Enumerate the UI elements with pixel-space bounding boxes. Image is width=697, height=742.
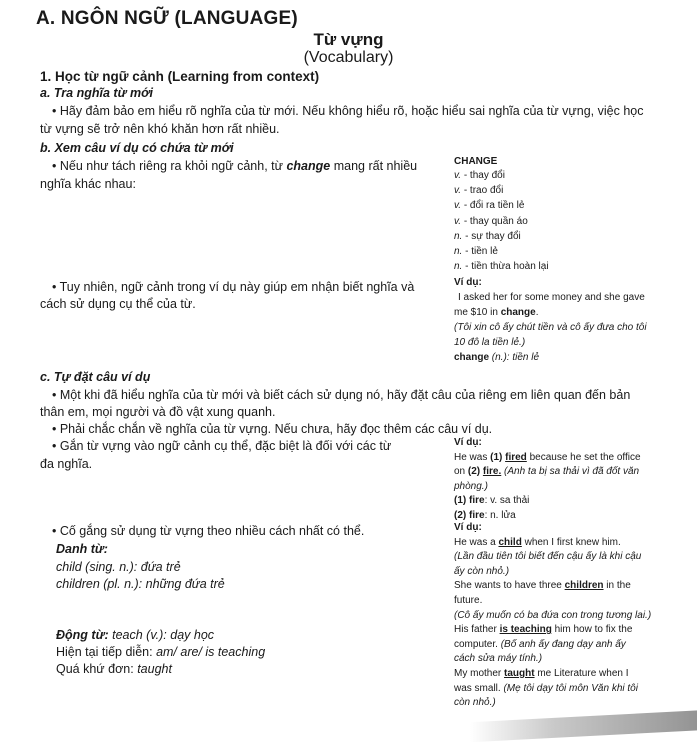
meaning-text: - tiền thừa hoàn lại	[462, 261, 549, 273]
keyword-children: children	[564, 580, 604, 592]
example-label: Ví dụ:	[454, 522, 482, 533]
example-line	[454, 683, 651, 698]
subsection-c-line-2: thân em, mọi người và đồ vật xung quanh.	[40, 405, 276, 419]
meaning-pos: v.	[454, 200, 462, 212]
example-num: (1)	[490, 451, 506, 463]
example-translation: phòng.)	[454, 480, 488, 492]
example-text: in the	[603, 580, 631, 592]
keyword-change: change	[500, 307, 536, 318]
meaning-pos: n.	[454, 261, 463, 273]
verb-text: teach (v.): dạy học	[108, 628, 215, 642]
meaning-pos: v.	[454, 215, 462, 227]
subsection-b-para-1-line-2: nghĩa khác nhau:	[40, 177, 136, 191]
verb-line-3	[56, 662, 172, 676]
example-translation: (Anh ta bị sa thải vì đã đốt văn	[501, 466, 640, 477]
meaning-item	[454, 216, 549, 231]
verb-line-2	[56, 645, 265, 659]
page-corner-decoration	[470, 710, 697, 742]
example-box-c1	[454, 437, 641, 524]
para-text: • Nếu như tách riêng ra khỏi ngữ cảnh, từ	[52, 159, 287, 173]
section-1-heading: 1. Học từ ngữ cảnh (Learning from context)	[40, 69, 320, 84]
gloss-word: (1) fire	[454, 495, 485, 506]
subsection-c-line-4: • Gắn từ vựng vào ngữ cảnh cụ thể, đặc biệt là đối với các từ	[52, 439, 392, 453]
section-header: A. NGÔN NGỮ (LANGUAGE)	[36, 8, 298, 29]
noun-label: Danh từ:	[56, 542, 108, 556]
example-line	[454, 537, 651, 552]
subsection-a-line-1: • Hãy đảm bảo em hiểu rõ nghĩa của từ mới. Nếu không hiểu rõ, hoặc hiểu sai nghĩa của từ vựng, việc học	[52, 104, 644, 118]
page-subtitle: (Vocabulary)	[303, 49, 394, 66]
example-line	[454, 668, 651, 683]
example-label: Ví dụ:	[454, 277, 482, 288]
verb-form: taught	[137, 662, 172, 676]
keyword-child: child	[498, 536, 522, 548]
example-text: when I first knew him.	[521, 536, 621, 548]
verb-label: Động từ:	[56, 628, 109, 642]
subsection-b-para-1	[52, 159, 417, 173]
example-translation: còn nhỏ.)	[454, 697, 496, 709]
subsection-a-line-2: từ vựng sẽ trở nên khó khăn hơn rất nhiều.	[40, 122, 280, 136]
gloss-text: : n. lửa	[484, 509, 516, 521]
keyword-fired: fired	[505, 451, 527, 463]
meaning-text: - tiền lẻ	[462, 245, 498, 257]
keyword-fire: fire.	[482, 466, 502, 477]
example-line	[454, 466, 641, 481]
example-line	[454, 639, 651, 654]
meaning-item	[454, 231, 549, 246]
meaning-item	[454, 185, 549, 200]
example-text: me Literature when I	[534, 667, 629, 679]
example-label: Ví dụ:	[454, 437, 482, 448]
gloss-word: change	[454, 352, 490, 363]
subsection-b-heading: b. Xem câu ví dụ có chứa từ mới	[40, 141, 234, 155]
keyword-change: change	[286, 159, 331, 173]
example-translation: (Cô ấy muốn có ba đứa con trong tương lai.)	[454, 609, 652, 621]
example-text: My mother	[454, 667, 505, 679]
gloss-text: (n.): tiền lẻ	[489, 352, 540, 363]
example-gloss	[454, 352, 647, 367]
subsection-b-para-2-line-2: cách sử dụng cụ thể của từ.	[40, 297, 196, 311]
example-translation: cách sửa máy tính.)	[454, 653, 543, 665]
example-translation: (Tôi xin cô ấy chút tiền và cô ấy đưa cho tôi	[454, 322, 647, 333]
example-text: He was a	[454, 536, 499, 548]
meaning-text: - trao đổi	[461, 185, 504, 197]
example-text: him how to fix the	[551, 624, 633, 636]
meaning-text: - đổi ra tiền lẻ	[461, 200, 525, 212]
meaning-item	[454, 261, 549, 276]
example-text: computer.	[454, 638, 501, 650]
example-line	[454, 452, 641, 467]
keyword-is-teaching: is teaching	[499, 624, 552, 636]
example-text: .	[535, 307, 539, 318]
example-translation: (Bố anh ấy đang dạy anh ấy	[500, 638, 626, 650]
meaning-pos: n.	[454, 230, 463, 242]
gloss-word: (2) fire	[454, 509, 485, 521]
example-text: on	[454, 466, 468, 477]
meaning-item	[454, 170, 549, 185]
meaning-text: - thay quần áo	[461, 215, 528, 227]
example-text: because he set the office	[526, 451, 641, 463]
page-title: Từ vựng	[313, 30, 384, 49]
subsection-c-line-5: đa nghĩa.	[40, 457, 93, 471]
example-translation: (Lần đầu tiên tôi biết đến cậu ấy là khi cậu	[454, 551, 642, 563]
para-text: mang rất nhiều	[330, 159, 418, 173]
verb-form: am/ are/ is teaching	[156, 645, 266, 659]
example-text: His father	[454, 624, 500, 636]
verb-text: Quá khứ đơn:	[56, 662, 138, 676]
example-text: was small.	[454, 682, 504, 694]
example-box-c2	[454, 522, 651, 712]
example-line	[454, 624, 651, 639]
meaning-item	[454, 200, 549, 215]
subsection-b-para-2: • Tuy nhiên, ngữ cảnh trong ví dụ này giúp em nhận biết nghĩa và	[52, 280, 415, 294]
subsection-c-heading: c. Tự đặt câu ví dụ	[40, 370, 151, 384]
example-box-b	[454, 277, 647, 367]
example-gloss	[454, 495, 641, 510]
example-text: me $10 in	[454, 307, 501, 318]
meanings-list	[454, 170, 549, 276]
subsection-c-line-3: • Phải chắc chắn về nghĩa của từ vựng. Nếu chưa, hãy đọc thêm các câu ví dụ.	[52, 422, 493, 436]
example-translation: ấy còn nhỏ.)	[454, 565, 510, 577]
meaning-text: - sự thay đổi	[462, 230, 521, 242]
meaning-item	[454, 246, 549, 261]
subsection-c-line-6: • Cố gắng sử dụng từ vựng theo nhiều cách nhất có thể.	[52, 524, 365, 538]
example-text: He was	[454, 451, 491, 463]
example-line	[454, 307, 647, 322]
subsection-c-line-1: • Một khi đã hiểu nghĩa của từ mới và biết cách sử dụng nó, hãy đặt câu của riêng em liên quan đến bản	[52, 388, 631, 402]
noun-item-2: children (pl. n.): những đứa trẻ	[56, 577, 225, 591]
meaning-pos: n.	[454, 245, 463, 257]
example-text: She wants to have three	[454, 580, 565, 592]
example-line: I asked her for some money and she gave	[458, 292, 645, 303]
verb-text: Hiện tại tiếp diễn:	[56, 645, 157, 659]
example-translation: (Mẹ tôi dạy tôi môn Văn khi tôi	[503, 682, 638, 694]
gloss-text: : v. sa thải	[484, 495, 530, 506]
keyword-taught: taught	[504, 667, 535, 679]
subsection-a-heading: a. Tra nghĩa từ mới	[40, 86, 153, 100]
example-line	[454, 580, 651, 595]
example-num: (2)	[467, 466, 483, 477]
sidebar-title: CHANGE	[454, 156, 498, 167]
noun-item-1: child (sing. n.): đứa trẻ	[56, 560, 181, 574]
example-line: future.	[454, 594, 483, 606]
example-translation: 10 đô la tiền lẻ.)	[454, 337, 526, 348]
meaning-pos: v.	[454, 170, 462, 181]
verb-line-1	[56, 628, 214, 642]
meaning-text: - thay đổi	[461, 170, 505, 181]
meaning-pos: v.	[454, 185, 462, 197]
